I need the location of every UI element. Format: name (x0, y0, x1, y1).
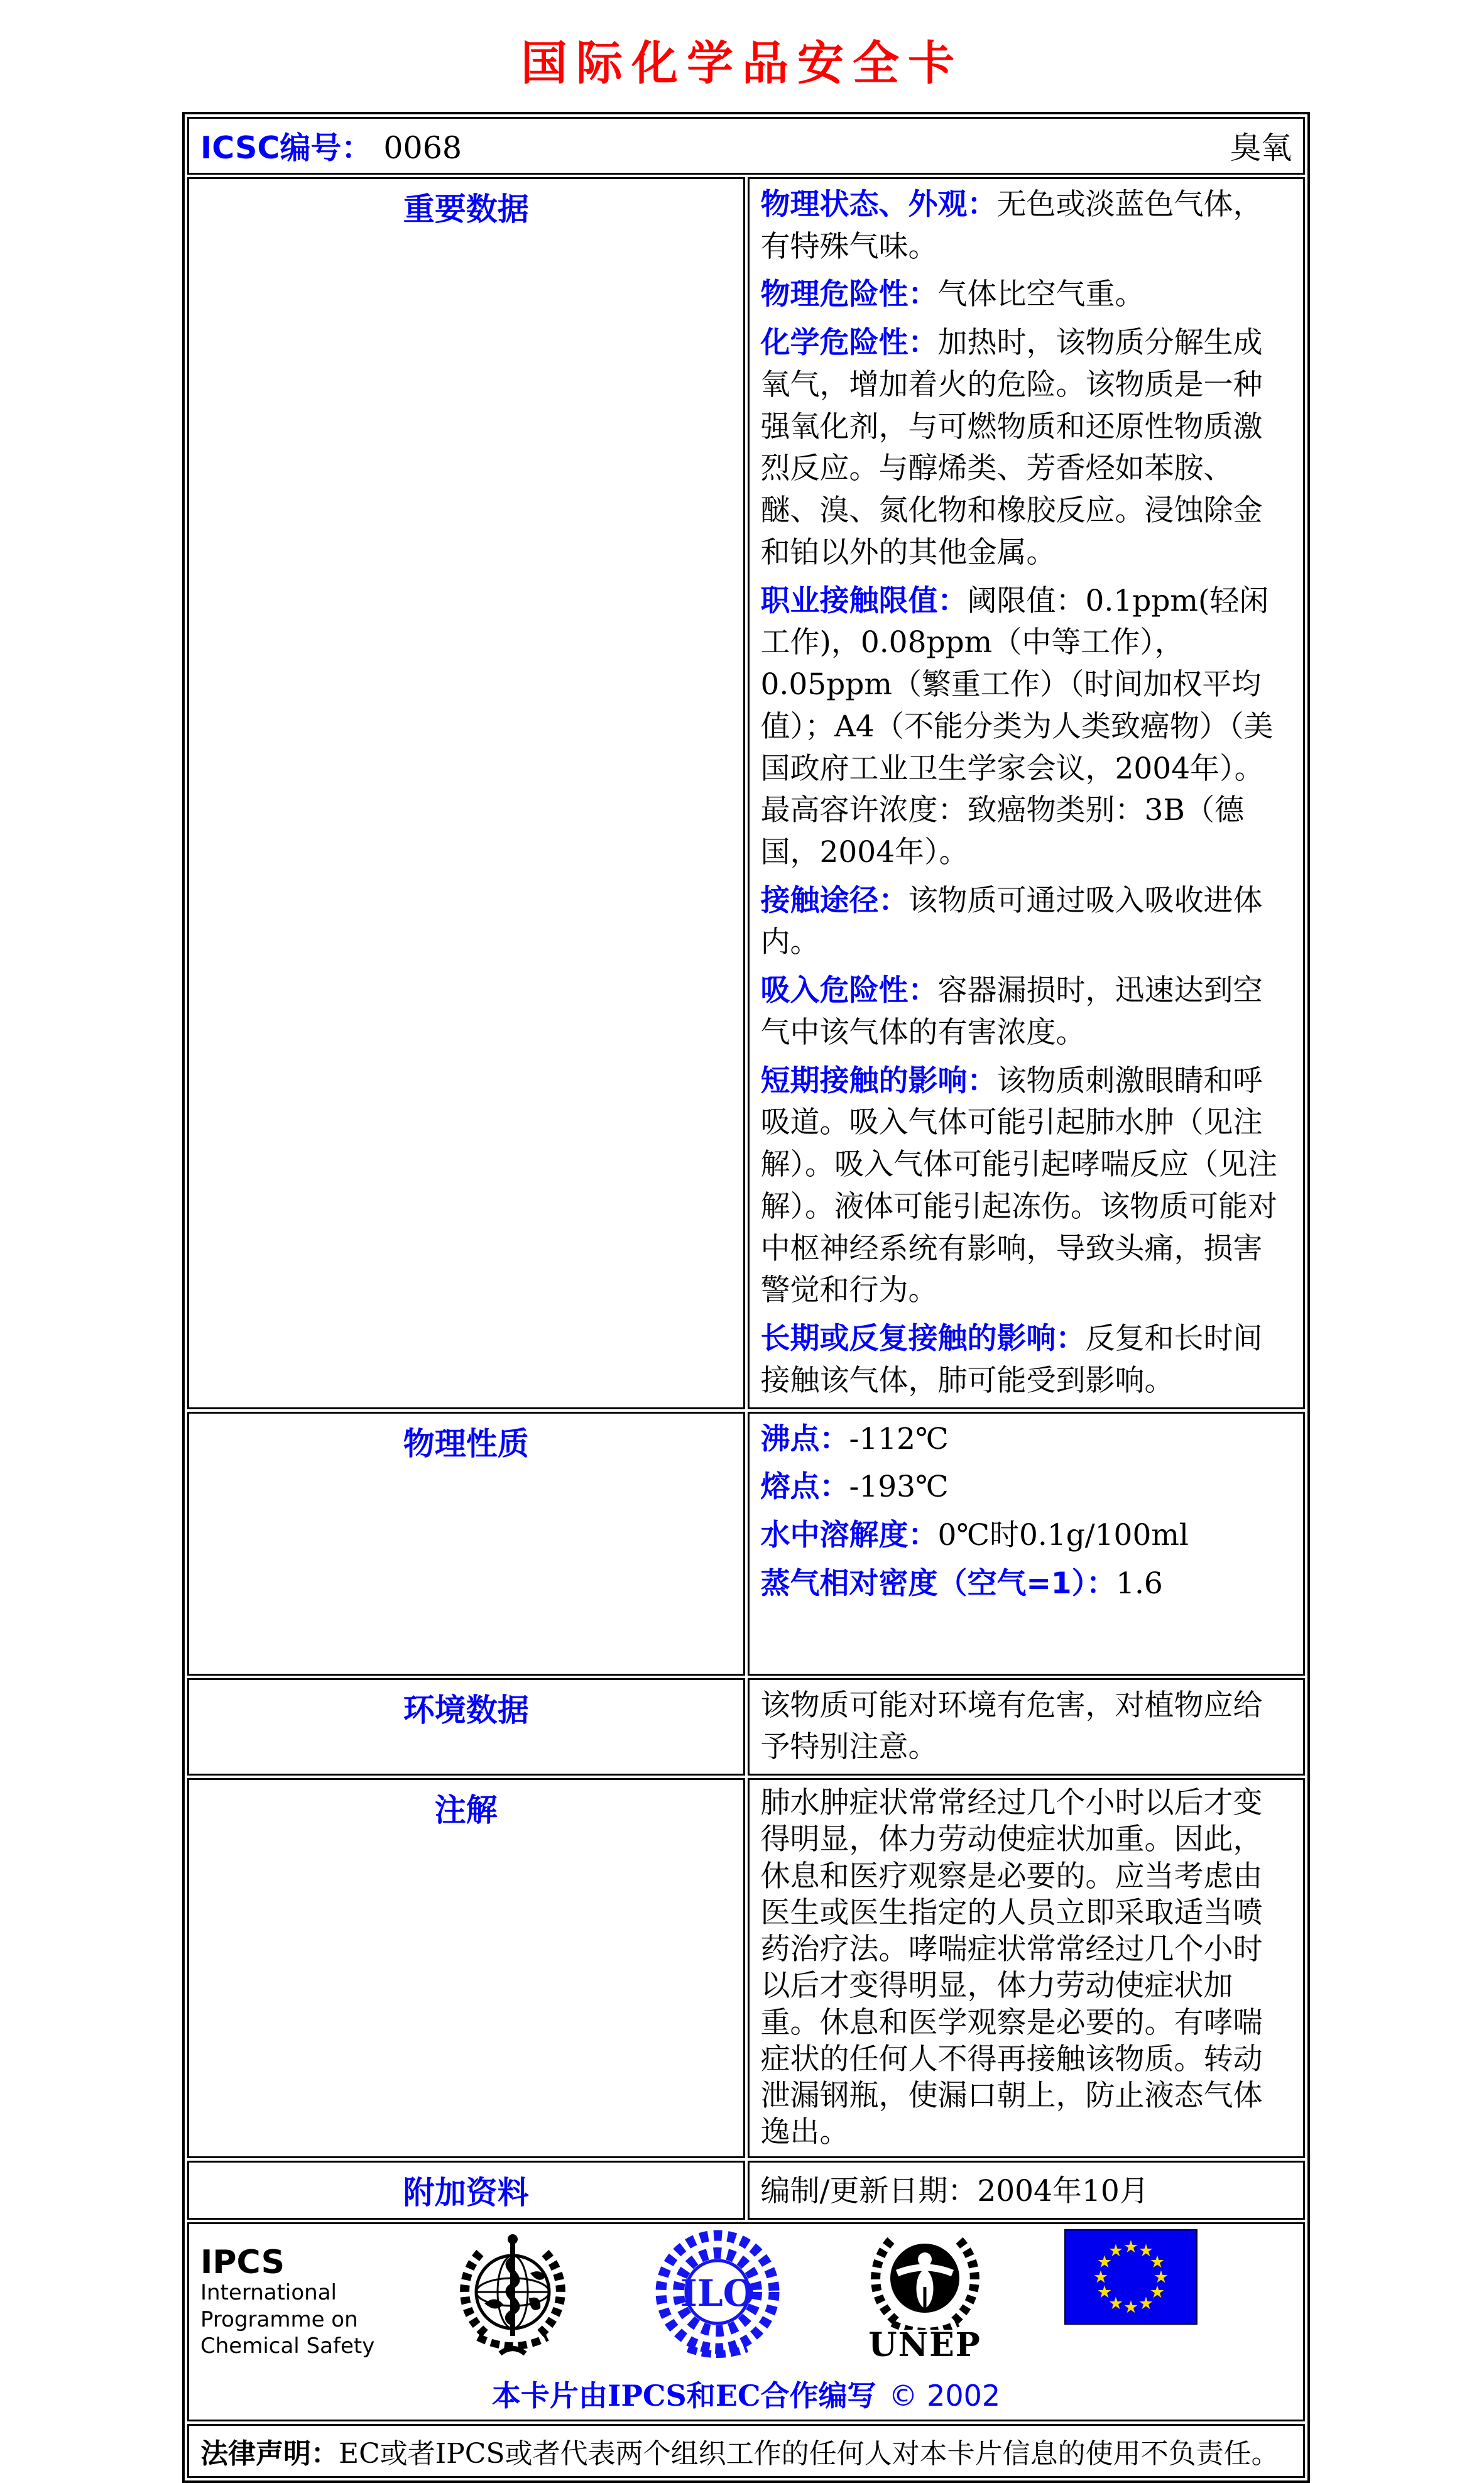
svg-text:★: ★ (1149, 2282, 1165, 2302)
page-title: 国际化学品安全卡 (521, 36, 963, 90)
update-date-value: 2004年10月 (977, 2173, 1149, 2208)
important-item (761, 880, 1292, 964)
copyright-text: © 2002 (888, 2378, 1001, 2413)
svg-text:★: ★ (1149, 2252, 1165, 2272)
item-text: 气体比空气重。 (937, 277, 1145, 312)
item-text: 反复和长时间接触该气体，肺可能受到影响。 (760, 1321, 1263, 1398)
legal-cell (187, 2424, 1305, 2478)
additional-info-row (187, 2161, 1305, 2220)
credit-text: 本卡片由IPCS和EC合作编写 (491, 2378, 876, 2413)
item-text: 无色或淡蓝色气体，有特殊气味。 (760, 187, 1263, 264)
item-text: 加热时，该物质分解生成氧气，增加着火的危险。该物质是一种强氧化剂，与可燃物质和还原性物质激烈反应。与醇烯类、芳香烃如苯胺、醚、溴、氮化物和橡胶反应。浸蚀除金和铂以外的其他金属。 (760, 325, 1263, 570)
svg-text:★: ★ (1108, 2240, 1124, 2261)
item-label: 物理状态、外观： (760, 187, 997, 222)
svg-text:★: ★ (1096, 2252, 1113, 2272)
item-label: 短期接触的影响： (760, 1063, 997, 1098)
item-label: 水中溶解度： (760, 1518, 938, 1553)
physical-properties-content (748, 1412, 1306, 1676)
important-item (761, 1061, 1292, 1312)
item-text: -112℃ (849, 1421, 949, 1456)
update-date-label: 编制/更新日期： (760, 2173, 978, 2208)
important-data-row (187, 177, 1305, 1409)
item-label: 长期或反复接触的影响： (760, 1321, 1086, 1356)
icsc-number-label: ICSC编号： (200, 130, 373, 166)
item-text: 1.6 (1116, 1566, 1163, 1601)
environmental-data-label: 环境数据 (187, 1678, 745, 1776)
physical-properties-label: 物理性质 (187, 1412, 745, 1676)
item-text: 阈限值：0.1ppm(轻闲工作)，0.08ppm（中等工作），0.05ppm（繁重工作）（时间加权平均值）；A4（不能分类为人类致癌物）（美国政府工业卫生学家会议，2004年）。最高容许浓度：致癌物类别：3B（德国，2004年）。 (760, 583, 1274, 870)
physical-item (761, 1515, 1292, 1557)
item-label: 蒸气相对密度（空气=1）： (760, 1566, 1116, 1601)
additional-info-content (748, 2161, 1306, 2220)
header-row (187, 117, 1305, 175)
physical-item (761, 1563, 1292, 1605)
ipcs-subtitle-line3: Chemical Safety (200, 2333, 375, 2359)
ilo-logo-icon (650, 2229, 785, 2358)
svg-text:★: ★ (1123, 2237, 1139, 2257)
important-data-label: 重要数据 (187, 177, 745, 1409)
item-label: 职业接触限值： (760, 583, 968, 618)
item-label: 化学危险性： (760, 325, 938, 361)
additional-info-label: 附加资料 (187, 2161, 745, 2220)
ipcs-subtitle-line2: Programme on (200, 2306, 358, 2332)
notes-row (187, 1778, 1305, 2158)
ipcs-subtitle-line1: International (200, 2280, 337, 2306)
item-text: 容器漏损时，迅速达到空气中该气体的有害浓度。 (760, 973, 1263, 1050)
legal-row (187, 2424, 1305, 2478)
logos-cell (187, 2222, 1305, 2421)
item-label: 接触途径： (760, 883, 908, 918)
item-label: 熔点： (760, 1470, 849, 1505)
ipcs-title: IPCS (200, 2243, 285, 2281)
svg-text:★: ★ (1153, 2267, 1169, 2287)
notes-content (748, 1778, 1306, 2158)
svg-text:★: ★ (1096, 2282, 1113, 2302)
item-text: 0℃时0.1g/100ml (937, 1518, 1189, 1553)
item-label: 沸点： (760, 1421, 849, 1456)
notes-label: 注解 (187, 1778, 745, 2158)
legal-text: EC或者IPCS或者代表两个组织工作的任何人对本卡片信息的使用不负责任。 (339, 2437, 1279, 2470)
important-item (761, 322, 1292, 574)
svg-text:★: ★ (1108, 2293, 1124, 2313)
environmental-data-row (187, 1678, 1305, 1776)
important-item (761, 581, 1292, 874)
logos-row (187, 2222, 1305, 2421)
unep-label: UNEP (868, 2325, 981, 2364)
important-item (761, 274, 1292, 316)
item-text: 该物质可通过吸入吸收进体内。 (760, 883, 1263, 960)
physical-item (761, 1466, 1292, 1509)
ipcs-text-block (200, 2229, 374, 2360)
physical-item (761, 1419, 1292, 1461)
notes-text: 肺水肿症状常常经过几个小时以后才变得明显，体力劳动使症状加重。因此，休息和医疗观察是必要的。应当考虑由医生或医生指定的人员立即采取适当喷药治疗法。哮喘症状常常经过几个小时以后才变得明显，体力劳动使症状加重。休息和医学观察是必要的。有哮喘症状的任何人不得再接触该物质。转动泄漏钢瓶，使漏口朝上，防止液态气体逸出。 (760, 1786, 1263, 2150)
svg-text:★: ★ (1123, 2297, 1139, 2317)
icsc-card-table (182, 112, 1310, 2483)
svg-text:★: ★ (1093, 2267, 1109, 2287)
header-cell (187, 117, 1305, 175)
item-text: -193℃ (849, 1470, 949, 1505)
physical-properties-row (187, 1412, 1305, 1676)
important-item (761, 1318, 1292, 1402)
item-label: 吸入危险性： (760, 973, 938, 1008)
important-item (761, 184, 1292, 268)
who-logo-icon (450, 2229, 576, 2358)
credit-line (200, 2373, 1292, 2415)
important-item (761, 970, 1292, 1054)
svg-text:★: ★ (1138, 2293, 1154, 2313)
item-label: 物理危险性： (760, 277, 938, 312)
eu-flag-icon (1064, 2229, 1198, 2325)
environmental-data-content (748, 1678, 1306, 1776)
icsc-number-value: 0068 (383, 130, 462, 166)
svg-text:★: ★ (1138, 2240, 1154, 2261)
chemical-name: 臭氧 (1230, 130, 1292, 166)
unep-logo-icon (861, 2229, 990, 2364)
item-text: 该物质刺激眼睛和呼吸道。吸入气体可能引起肺水肿（见注解）。吸入气体可能引起哮喘反应（见注解）。液体可能引起冻伤。该物质可能对中枢神经系统有影响，导致头痛，损害警觉和行为。 (760, 1063, 1277, 1308)
svg-text:ILO: ILO (680, 2271, 755, 2315)
legal-label: 法律声明： (200, 2437, 339, 2470)
environmental-text: 该物质可能对环境有危害，对植物应给予特别注意。 (760, 1688, 1263, 1765)
important-data-content (748, 177, 1306, 1409)
